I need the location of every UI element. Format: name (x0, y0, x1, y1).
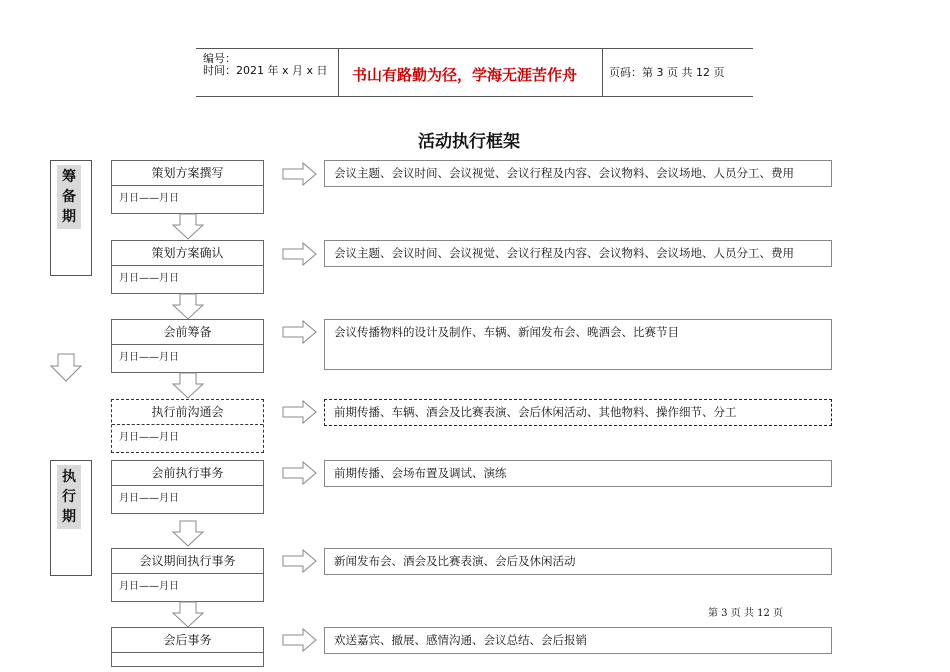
header-top-rule (196, 48, 753, 49)
step-title: 会议期间执行事务 (112, 549, 263, 574)
header-motto: 书山有路勤为径，学海无涯苦作舟 (352, 66, 578, 84)
header-time: 时间：2021 年 x 月 x 日 (203, 64, 328, 77)
step-title: 会前筹备 (112, 320, 263, 345)
step-box (111, 399, 264, 453)
down-arrow-icon (172, 602, 204, 628)
right-arrow-icon (283, 462, 317, 484)
step-date: 月日——月日 (119, 193, 179, 204)
header-number: 编号： (203, 52, 236, 65)
phase-label-exec: 执 行 期 (57, 465, 81, 529)
down-arrow-icon (172, 214, 204, 240)
right-arrow-icon (283, 629, 317, 651)
phase-box-prep (50, 160, 92, 276)
step-box (111, 160, 264, 214)
down-arrow-icon (172, 373, 204, 399)
step-content: 会议主题、会议时间、会议视觉、会议行程及内容、会议物料、会议场地、人员分工、费用 (324, 160, 832, 187)
step-title: 会后事务 (112, 628, 263, 653)
phase-box-exec (50, 460, 92, 576)
step-date: 月日——月日 (119, 493, 179, 504)
right-arrow-icon (283, 163, 317, 185)
step-date: 月日——月日 (119, 432, 179, 443)
footer-page-number: 第 3 页 共 12 页 (708, 608, 783, 619)
step-box (111, 240, 264, 294)
step-title: 会前执行事务 (112, 461, 263, 486)
step-date: 月日——月日 (119, 273, 179, 284)
step-title: 策划方案撰写 (112, 161, 263, 186)
step-date: 月日——月日 (119, 581, 179, 592)
right-arrow-icon (283, 243, 317, 265)
step-content: 前期传播、车辆、酒会及比赛表演、会后休闲活动、其他物料、操作细节、分工 (324, 399, 832, 426)
step-box (111, 548, 264, 602)
step-title: 策划方案确认 (112, 241, 263, 266)
phase-label-prep: 筹 备 期 (57, 165, 81, 229)
step-box (111, 460, 264, 514)
header-divider (602, 48, 603, 97)
down-arrow-icon (172, 521, 204, 547)
right-arrow-icon (283, 550, 317, 572)
step-content: 会议主题、会议时间、会议视觉、会议行程及内容、会议物料、会议场地、人员分工、费用 (324, 240, 832, 267)
header-bottom-rule (196, 96, 753, 97)
header-divider (338, 48, 339, 97)
step-date: 月日——月日 (119, 352, 179, 363)
step-content: 前期传播、会场布置及调试、演练 (324, 460, 832, 487)
step-content: 新闻发布会、酒会及比赛表演、会后及休闲活动 (324, 548, 832, 575)
right-arrow-icon (283, 401, 317, 423)
step-title: 执行前沟通会 (112, 400, 263, 425)
header-page: 页码：第 3 页 共 12 页 (609, 66, 725, 79)
step-box (111, 627, 264, 667)
step-content: 欢送嘉宾、撤展、感情沟通、会议总结、会后报销 (324, 627, 832, 654)
page-title: 活动执行框架 (418, 132, 520, 152)
right-arrow-icon (283, 321, 317, 343)
down-arrow-icon (172, 294, 204, 320)
step-box (111, 319, 264, 373)
down-arrow-icon (50, 354, 82, 382)
step-content: 会议传播物料的设计及制作、车辆、新闻发布会、晚酒会、比赛节目 (324, 319, 832, 370)
